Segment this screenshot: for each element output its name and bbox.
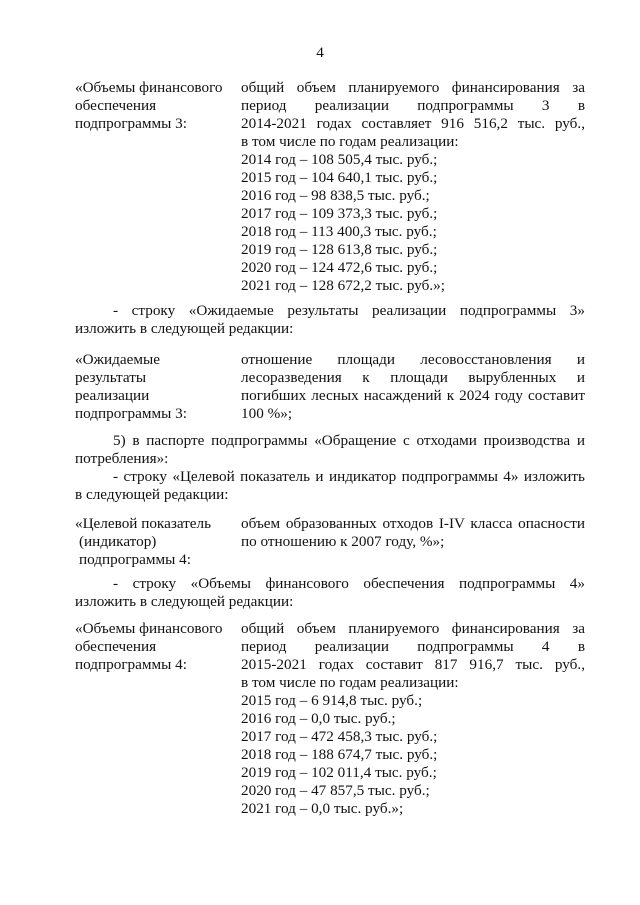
value-line: отношение площади лесовосстановления и <box>241 351 585 368</box>
year-amount-line: 2021 год – 128 672,2 тыс. руб.»; <box>241 277 445 294</box>
year-amount-line: 2017 год – 109 373,3 тыс. руб.; <box>241 205 438 222</box>
year-amount-line: 2019 год – 102 011,4 тыс. руб.; <box>241 764 437 781</box>
label-line: обеспечения <box>75 97 157 114</box>
label-line: «Целевой показатель <box>75 515 212 532</box>
year-amount-line: 2016 год – 98 838,5 тыс. руб.; <box>241 187 430 204</box>
paragraph-line: - строку «Целевой показатель и индикатор подпрограммы 4» изложить <box>113 468 585 485</box>
year-amount-line: 2019 год – 128 613,8 тыс. руб.; <box>241 241 438 258</box>
paragraph-line: потребления»: <box>75 450 169 467</box>
subprogram4-indicator-label <box>75 515 235 569</box>
paragraph-line: изложить в следующей редакции: <box>75 320 294 337</box>
instruction-paragraph <box>75 302 585 338</box>
value-line: в том числе по годам реализации: <box>241 133 459 150</box>
year-amount-line: 2015 год – 6 914,8 тыс. руб.; <box>241 692 423 709</box>
value-line: погибших лесных насаждений к 2024 году составит <box>241 387 585 404</box>
subprogram3-results-value <box>241 351 585 423</box>
label-line: подпрограммы 3: <box>75 405 187 422</box>
year-amount-line: 2018 год – 188 674,7 тыс. руб.; <box>241 746 438 763</box>
year-amount-line: 2015 год – 104 640,1 тыс. руб.; <box>241 169 438 186</box>
subprogram3-financing-value <box>241 79 585 295</box>
year-amount-line: 2014 год – 108 505,4 тыс. руб.; <box>241 151 438 168</box>
year-amount-line: 2020 год – 124 472,6 тыс. руб.; <box>241 259 438 276</box>
paragraph-line: - строку «Ожидаемые результаты реализации подпрограммы 3» <box>113 302 585 319</box>
value-line: в том числе по годам реализации: <box>241 674 459 691</box>
value-line: общий объем планируемого финансирования за <box>241 620 585 637</box>
value-line: 2015-2021 годах составит 817 916,7 тыс. руб., <box>241 656 585 673</box>
value-line: 2014-2021 годах составляет 916 516,2 тыс. руб., <box>241 115 585 132</box>
value-line: период реализации подпрограммы 4 в <box>241 638 585 655</box>
label-line: результаты <box>75 369 147 386</box>
subprogram3-financing-label <box>75 79 235 133</box>
year-amount-line: 2021 год – 0,0 тыс. руб.»; <box>241 800 404 817</box>
label-line: «Ожидаемые <box>75 351 160 368</box>
paragraph-line: в следующей редакции: <box>75 486 229 503</box>
value-line: период реализации подпрограммы 3 в <box>241 97 585 114</box>
instruction-paragraph <box>75 432 585 504</box>
value-line: общий объем планируемого финансирования за <box>241 79 585 96</box>
label-line: реализации <box>75 387 150 404</box>
label-line: подпрограммы 3: <box>75 115 187 132</box>
label-line: (индикатор) <box>79 533 157 550</box>
label-line: «Объемы финансового <box>75 79 223 96</box>
instruction-paragraph <box>75 575 585 611</box>
label-line: подпрограммы 4: <box>79 551 191 568</box>
subprogram4-financing-label <box>75 620 235 674</box>
label-line: «Объемы финансового <box>75 620 223 637</box>
page-number: 4 <box>316 44 324 61</box>
value-line: лесоразведения к площади вырубленных и <box>241 369 585 386</box>
value-line: 100 %»; <box>241 405 293 422</box>
year-amount-line: 2020 год – 47 857,5 тыс. руб.; <box>241 782 430 799</box>
label-line: подпрограммы 4: <box>75 656 187 673</box>
value-line: по отношению к 2007 году, %»; <box>241 533 445 550</box>
paragraph-line: изложить в следующей редакции: <box>75 593 294 610</box>
year-amount-line: 2016 год – 0,0 тыс. руб.; <box>241 710 396 727</box>
paragraph-line: 5) в паспорте подпрограммы «Обращение с отходами производства и <box>113 432 585 449</box>
year-amount-line: 2018 год – 113 400,3 тыс. руб.; <box>241 223 437 240</box>
paragraph-line: - строку «Объемы финансового обеспечения подпрограммы 4» <box>113 575 585 592</box>
subprogram4-indicator-value <box>241 515 585 551</box>
subprogram3-results-label <box>75 351 235 423</box>
value-line: объем образованных отходов I-IV класса опасности <box>241 515 585 532</box>
subprogram4-financing-value <box>241 620 585 818</box>
year-amount-line: 2017 год – 472 458,3 тыс. руб.; <box>241 728 438 745</box>
label-line: обеспечения <box>75 638 157 655</box>
